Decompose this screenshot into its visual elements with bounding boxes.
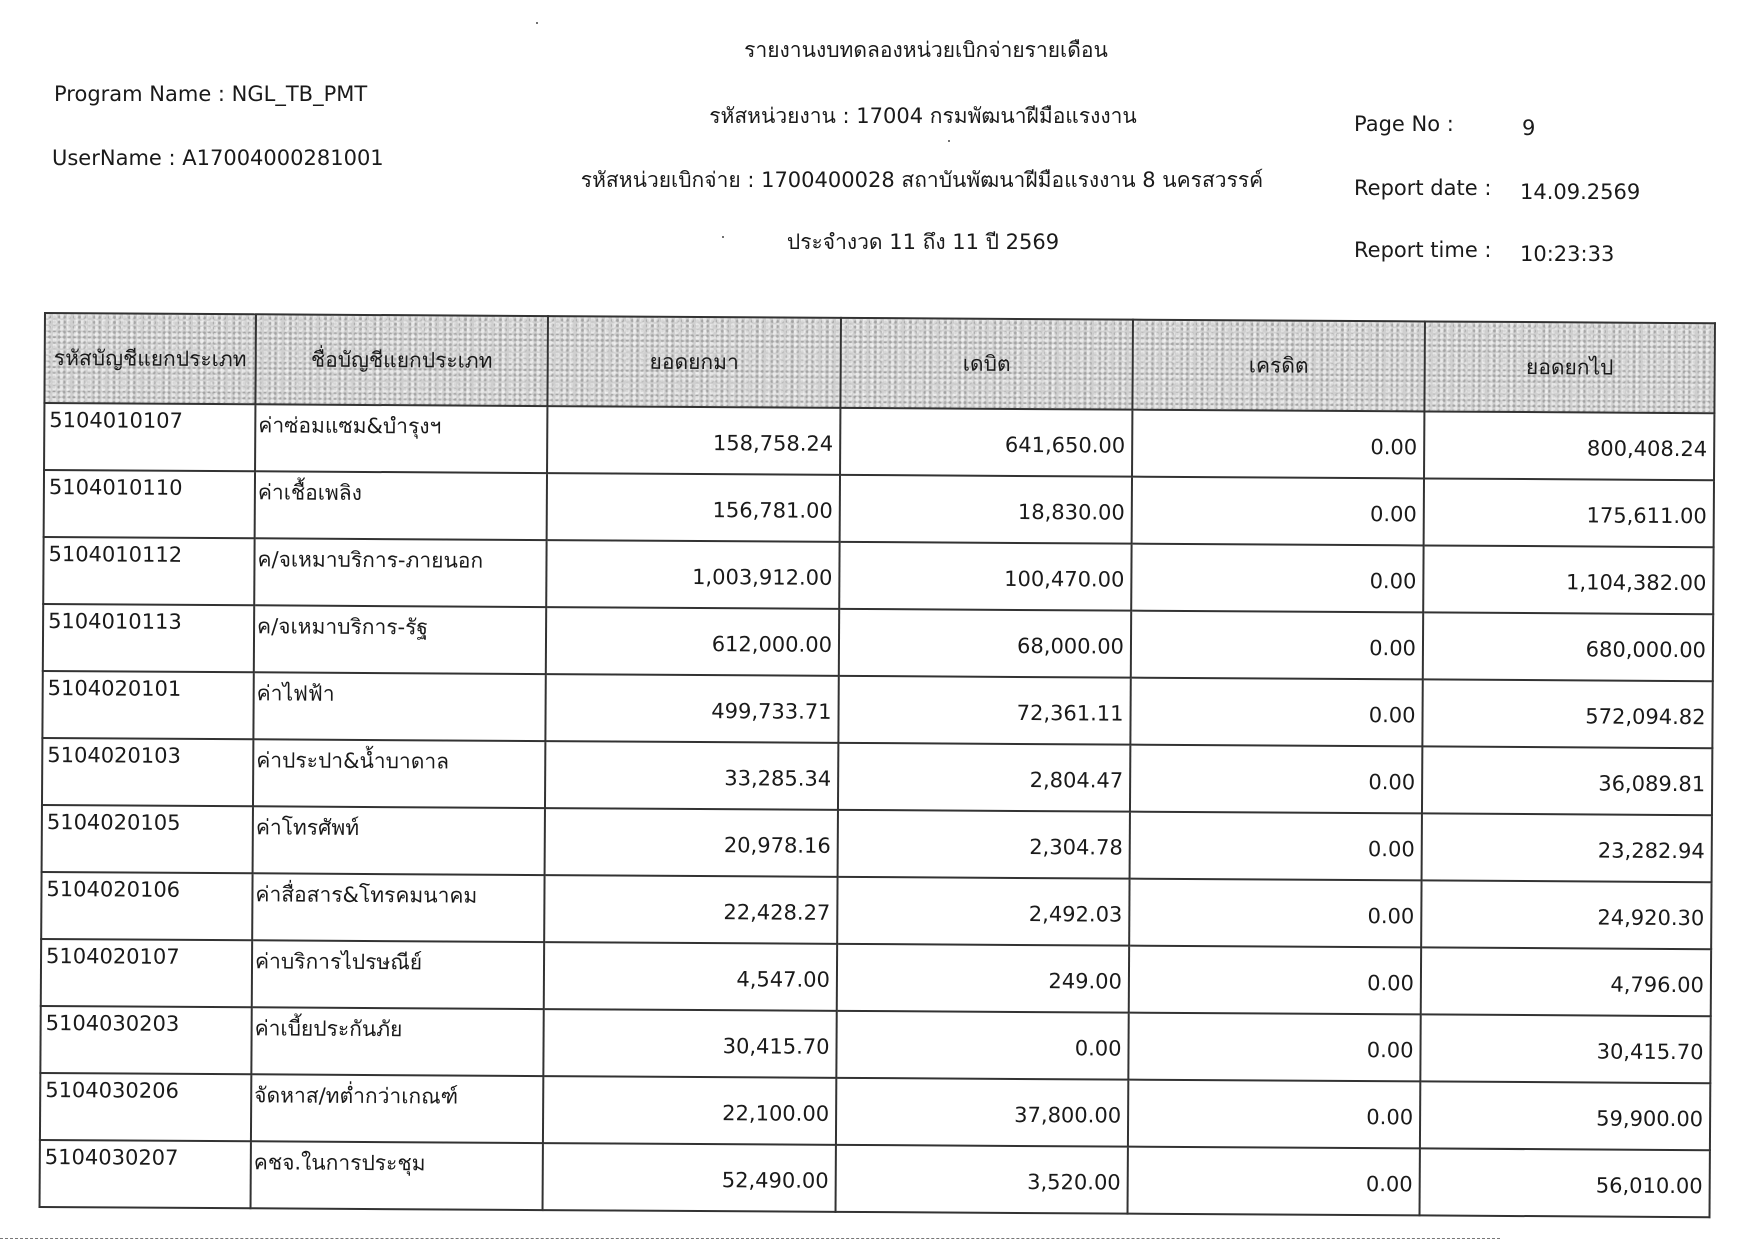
agency-code: รหัสหน่วยงาน : 17004 กรมพัฒนาฝีมือแรงงาน (709, 104, 1137, 128)
report-date-label: Report date : (1354, 176, 1492, 200)
brought-forward-cell: 22,100.00 (543, 1076, 836, 1145)
carried-forward-cell: 59,900.00 (1420, 1081, 1710, 1150)
credit-cell: 0.00 (1132, 477, 1424, 546)
account-name-cell: ค่าประปา&น้ำบาดาล (253, 739, 545, 808)
debit-cell: 249.00 (837, 944, 1129, 1013)
scan-speck (722, 236, 724, 238)
carried-forward-cell: 30,415.70 (1420, 1014, 1710, 1083)
brought-forward-cell: 30,415.70 (543, 1009, 836, 1078)
carried-forward-cell: 572,094.82 (1422, 679, 1712, 748)
page-bottom-rule (0, 1238, 1500, 1239)
debit-cell: 68,000.00 (839, 609, 1131, 678)
debit-cell: 37,800.00 (836, 1078, 1128, 1147)
report-title: รายงานงบทดลองหน่วยเบิกจ่ายรายเดือน (744, 38, 1108, 62)
carried-forward-cell: 175,611.00 (1424, 478, 1714, 547)
account-code-cell: 5104010110 (44, 470, 255, 538)
account-code-cell: 5104030203 (40, 1006, 251, 1074)
debit-cell: 2,492.03 (837, 877, 1129, 946)
report-time-value: 10:23:33 (1520, 242, 1615, 266)
account-name-cell: จัดหาส/ทต่ำกว่าเกณฑ์ (251, 1074, 543, 1143)
table-row (44, 470, 1714, 547)
table-row (40, 1006, 1710, 1083)
account-name-cell: ค่าโทรศัพท์ (253, 806, 545, 875)
credit-cell: 0.00 (1130, 812, 1422, 881)
carried-forward-cell: 24,920.30 (1421, 880, 1711, 949)
report-time-label: Report time : (1354, 238, 1492, 262)
brought-forward-cell: 22,428.27 (544, 875, 837, 944)
scan-speck (536, 22, 538, 24)
account-name-cell: ค่าบริการไปรษณีย์ (252, 940, 544, 1009)
account-code-cell: 5104010107 (44, 403, 255, 471)
credit-cell: 0.00 (1131, 544, 1423, 613)
table-row (41, 872, 1711, 949)
brought-forward-cell: 156,781.00 (547, 473, 840, 542)
carried-forward-cell: 680,000.00 (1423, 612, 1713, 681)
column-header: เดบิต (840, 318, 1133, 410)
user-name: UserName : A17004000281001 (52, 146, 384, 170)
brought-forward-cell: 612,000.00 (546, 607, 839, 676)
credit-cell: 0.00 (1129, 879, 1421, 948)
page-no-label: Page No : (1354, 112, 1454, 136)
table-row (42, 738, 1712, 815)
account-name-cell: ค่าเชื้อเพลิง (255, 471, 547, 540)
account-code-cell: 5104010113 (43, 604, 254, 672)
account-name-cell: ค/จเหมาบริการ-รัฐ (254, 605, 546, 674)
report-period: ประจำงวด 11 ถึง 11 ปี 2569 (786, 230, 1060, 254)
brought-forward-cell: 20,978.16 (545, 808, 838, 877)
debit-cell: 0.00 (836, 1011, 1128, 1080)
account-code-cell: 5104020106 (41, 872, 252, 940)
credit-cell: 0.00 (1128, 1013, 1420, 1082)
carried-forward-cell: 1,104,382.00 (1423, 545, 1713, 614)
table-row (41, 939, 1711, 1016)
account-code-cell: 5104010112 (43, 537, 254, 605)
table-header-row (44, 313, 1715, 413)
trial-balance-table (39, 312, 1716, 1218)
account-name-cell: ค่าเบี้ยประกันภัย (251, 1007, 543, 1076)
brought-forward-cell: 499,733.71 (545, 674, 838, 743)
report-date-value: 14.09.2569 (1520, 180, 1641, 204)
credit-cell: 0.00 (1128, 1147, 1420, 1216)
account-name-cell: ค่าซ่อมแซม&บำรุงฯ (255, 404, 547, 473)
debit-cell: 2,304.78 (838, 810, 1130, 879)
scan-speck (948, 140, 950, 142)
credit-cell: 0.00 (1132, 410, 1424, 479)
account-code-cell: 5104030206 (40, 1073, 251, 1141)
column-header: ยอดยกมา (547, 316, 841, 408)
account-name-cell: ค/จเหมาบริการ-ภายนอก (254, 538, 546, 607)
table-row (43, 604, 1713, 681)
page-no-value: 9 (1522, 116, 1536, 140)
column-header: ชื่อบัญชีแยกประเภท (255, 314, 548, 406)
brought-forward-cell: 158,758.24 (547, 406, 840, 475)
table-row (42, 671, 1712, 748)
credit-cell: 0.00 (1131, 611, 1423, 680)
credit-cell: 0.00 (1128, 1080, 1420, 1149)
account-name-cell: คชจ.ในการประชุม (251, 1141, 543, 1210)
account-code-cell: 5104020103 (42, 738, 253, 806)
credit-cell: 0.00 (1130, 678, 1422, 747)
carried-forward-cell: 23,282.94 (1422, 813, 1712, 882)
table-row (44, 403, 1714, 480)
disbursing-unit: รหัสหน่วยเบิกจ่าย : 1700400028 สถาบันพัฒนาฝีมือแรงงาน 8 นครสวรรค์ (580, 168, 1264, 192)
brought-forward-cell: 33,285.34 (545, 741, 838, 810)
debit-cell: 100,470.00 (839, 542, 1131, 611)
credit-cell: 0.00 (1130, 745, 1422, 814)
program-name: Program Name : NGL_TB_PMT (54, 82, 368, 106)
credit-cell: 0.00 (1129, 946, 1421, 1015)
carried-forward-cell: 36,089.81 (1422, 746, 1712, 815)
carried-forward-cell: 56,010.00 (1420, 1148, 1710, 1217)
account-code-cell: 5104020101 (42, 671, 253, 739)
column-header: ยอดยกไป (1424, 321, 1715, 413)
table-row (42, 805, 1712, 882)
carried-forward-cell: 800,408.24 (1424, 411, 1714, 480)
account-code-cell: 5104020107 (41, 939, 252, 1007)
table-row (40, 1140, 1710, 1217)
brought-forward-cell: 52,490.00 (543, 1143, 836, 1212)
account-name-cell: ค่าสื่อสาร&โทรคมนาคม (252, 873, 544, 942)
debit-cell: 3,520.00 (836, 1145, 1128, 1214)
table-row (40, 1073, 1710, 1150)
account-code-cell: 5104020105 (42, 805, 253, 873)
brought-forward-cell: 1,003,912.00 (546, 540, 839, 609)
debit-cell: 18,830.00 (840, 475, 1132, 544)
account-code-cell: 5104030207 (40, 1140, 251, 1208)
debit-cell: 72,361.11 (838, 676, 1130, 745)
column-header: รหัสบัญชีแยกประเภท (44, 313, 256, 404)
debit-cell: 641,650.00 (840, 408, 1132, 477)
account-name-cell: ค่าไฟฟ้า (253, 672, 545, 741)
brought-forward-cell: 4,547.00 (544, 942, 837, 1011)
column-header: เครดิต (1132, 320, 1425, 412)
debit-cell: 2,804.47 (838, 743, 1130, 812)
carried-forward-cell: 4,796.00 (1421, 947, 1711, 1016)
table-row (43, 537, 1713, 614)
